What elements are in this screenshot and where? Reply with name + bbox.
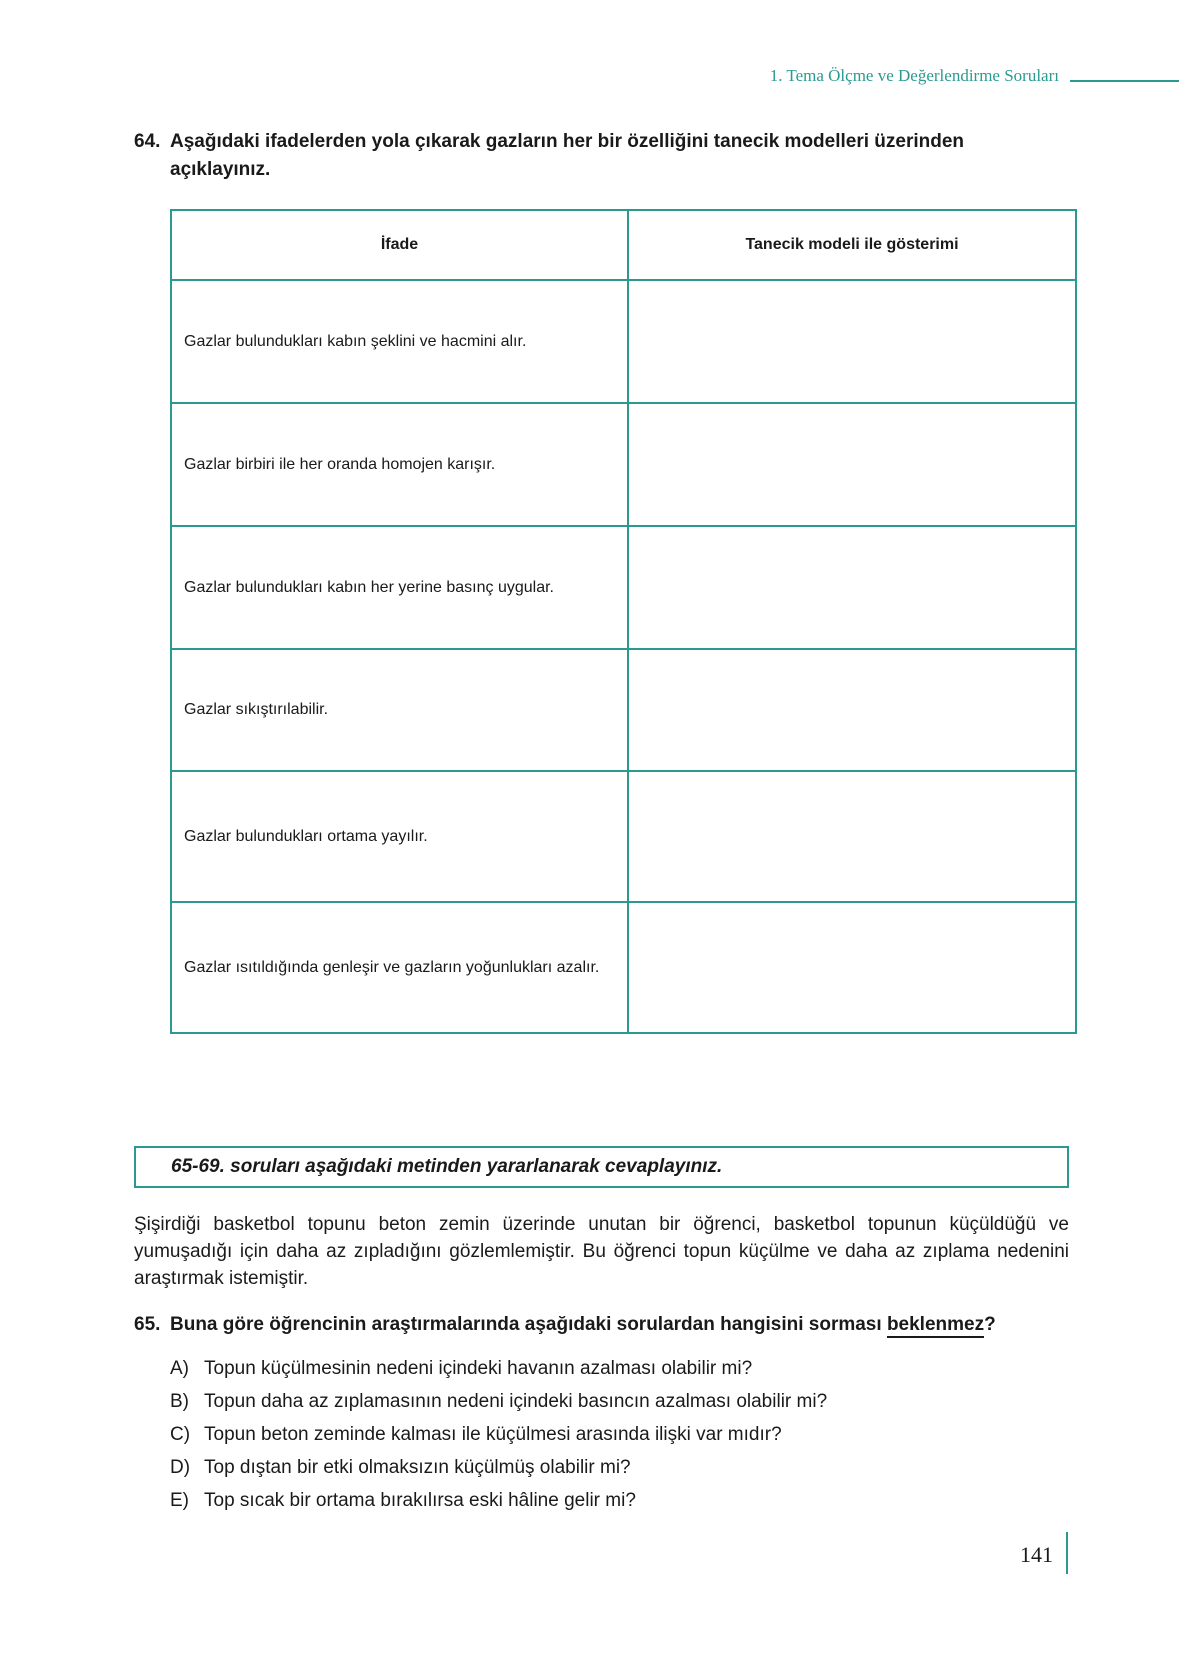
table-row — [171, 526, 1076, 649]
statement-cell: Gazlar sıkıştırılabilir. — [171, 649, 628, 771]
table-row — [171, 771, 1076, 902]
question-text: Aşağıdaki ifadelerden yola çıkarak gazların her bir özelliğini tanecik modelleri üzerinden açıklayınız. — [170, 131, 965, 180]
statement-cell: Gazlar bulundukları ortama yayılır. — [171, 771, 628, 902]
option-text: Top sıcak bir ortama bırakılırsa eski hâline gelir mi? — [204, 1490, 636, 1511]
option-text: Topun küçülmesinin nedeni içindeki havanın azalması olabilir mi? — [204, 1358, 753, 1379]
option-letter: E) — [170, 1490, 189, 1511]
question-stem: Buna göre öğrencinin araştırmalarında aşağıdaki sorulardan hangisini sorması — [170, 1314, 887, 1335]
option-letter: A) — [170, 1358, 189, 1379]
question-number: 65. — [134, 1314, 161, 1335]
table-row — [171, 403, 1076, 526]
page-number-rule — [1066, 1532, 1068, 1574]
header-rule — [1070, 80, 1179, 82]
answer-cell[interactable] — [628, 280, 1076, 403]
emphasis-word: beklenmez — [887, 1314, 984, 1338]
answer-cell[interactable] — [628, 771, 1076, 902]
option-text: Topun beton zeminde kalması ile küçülmesi arasında ilişki var mıdır? — [204, 1424, 782, 1445]
table-header-row — [171, 210, 1076, 280]
column-header-statement: İfade — [171, 210, 628, 280]
answer-cell[interactable] — [628, 649, 1076, 771]
answer-cell[interactable] — [628, 526, 1076, 649]
statement-cell: Gazlar ısıtıldığında genleşir ve gazların yoğunlukları azalır. — [171, 902, 628, 1033]
option-letter: D) — [170, 1457, 191, 1478]
gas-properties-table — [170, 209, 1077, 1034]
question-mark: ? — [984, 1314, 996, 1335]
statement-cell: Gazlar birbiri ile her oranda homojen karışır. — [171, 403, 628, 526]
answer-cell[interactable] — [628, 403, 1076, 526]
option-text: Topun daha az zıplamasının nedeni içindeki basıncın azalması olabilir mi? — [204, 1391, 828, 1412]
page-number: 141 — [1020, 1542, 1053, 1567]
table-row — [171, 902, 1076, 1033]
option-text: Top dıştan bir etki olmaksızın küçülmüş olabilir mi? — [204, 1457, 631, 1478]
option-letter: B) — [170, 1391, 189, 1412]
column-header-particle-model: Tanecik modeli ile gösterimi — [628, 210, 1076, 280]
running-header: 1. Tema Ölçme ve Değerlendirme Soruları — [769, 66, 1059, 85]
instruction-text: 65-69. soruları aşağıdaki metinden yararlanarak cevaplayınız. — [171, 1156, 723, 1177]
reading-passage: Şişirdiği basketbol topunu beton zemin üzerinde unutan bir öğrenci, basketbol topunun küçüldüğü ve yumuşadığı için daha az zıpladığını gözlemlemiştir. Bu öğrenci topun küçülme ve daha az zıplama nedenini araştırmak istemiştir. — [134, 1214, 1069, 1289]
statement-cell: Gazlar bulundukları kabın her yerine basınç uygular. — [171, 526, 628, 649]
table-row — [171, 280, 1076, 403]
table-row — [171, 649, 1076, 771]
option-letter: C) — [170, 1424, 191, 1445]
question-text — [170, 1311, 1090, 1339]
statement-cell: Gazlar bulundukları kabın şeklini ve hacmini alır. — [171, 280, 628, 403]
question-number: 64. — [134, 131, 161, 152]
instruction-box — [134, 1146, 1069, 1188]
answer-cell[interactable] — [628, 902, 1076, 1033]
